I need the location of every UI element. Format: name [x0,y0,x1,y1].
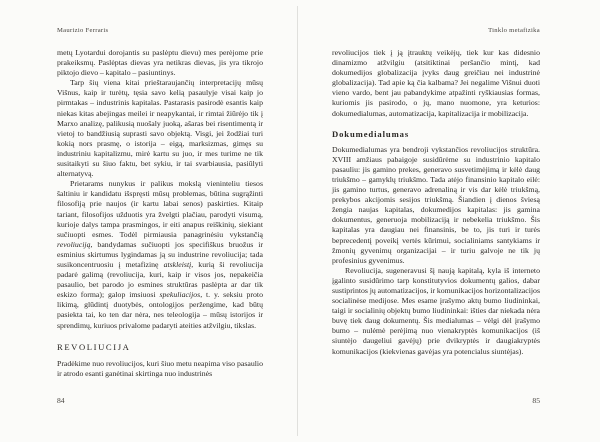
left-page-body [57,48,263,379]
body-paragraph: Dokumedialumas yra bendroji vykstančios revoliucijos struktūra. XVIII amžiaus pabaigoje susidūrėme su industrinio kapitalo pasauliu: jis gamino prekes, generavo susvetimėjimą ir kėlė daug triukšmo – gamyklų triukšmo. Tada atėjo finansinio kapitalo eilė: jis gamino turtus, generavo adrenaliną ir vis dar kėlė triukšmą, prekybos akcijomis sesijos triukšmą. Šiandien į dienos šviesą žengia naujas kapitalas, dokumedijos kapitalas: jis gamina dokumentus, generuoja mobilizaciją ir nebekelia triukšmo. Šis kapitalas yra daugiau nei finansinis, be to, jis turi ir turės beprecedentį poveikį vertės kūrimui, socialiniams santykiams ir žmonių gyvenimų organizacijai – ir turiu galvoje ne tik jų profesinius gyvenimus. [332,144,540,265]
body-paragraph: metų Lyotardui dorojantis su paslėptu dievu) mes perėjome prie prakeiksmų. Paslėptas dievas yra netikras dievas, jis yra tikrojo piktojo dievo – kapitalo – pasiuntinys. [57,48,263,78]
page-number-right: 85 [532,396,540,405]
body-paragraph: Prietarams nunykus ir palikus mokslą vieninteliu tiesos šaltiniu ir kandidatu išspręsti mūsų problemas, būtina sugrąžinti filosofiją prie naujos (ir kartu labai senos) paskirties. Kitaip tariant, filosofijos užduotis yra žvelgti plačiau, parodyti visumą, kurioje dalys tampa prasmingos, ir eiti anapus reiškinių, siekiant sučiuopti esmes. Todėl pirmiausia panagrinėsiu vykstančią revoliuciją, bandydamas sučiuopti jos specifiškus bruožus ir esminius skirtumus lygindamas ją su industrine revoliucija; tada susikoncentruosiu į metafizinę atskleistį, kurią ši revoliucija padarė galimą (revoliucija, kuri, kaip ir visos jos, nepakeičia pasaulio, bet parodo jo esmines struktūras paslėpta ar dar tik eskizo forma); galop imsiuosi spekuliacijos, t. y. seksiu proto likimą, glūdintį duotybės, ontologijos peržengime, kad būtų pasiekta tai, ko ten dar nėra, nes teleologija – mūsų istorijos ir sprendimų, kuriuos privalome padaryti ateities atžvilgiu, tikslas. [57,179,263,330]
running-header-chapter: Tinklo metafizika [488,27,540,34]
body-paragraph: Pradėkime nuo revoliucijos, kuri šiuo metu neapima viso pasaulio ir atrodo esanti ganėtinai skirtinga nuo industrinės [57,358,263,378]
right-page-body [332,48,540,357]
body-paragraph: Tarp šių viena kitai prieštaraujančių interpretacijų mūsų Višnus, kaip ir turėtų, tęsia savo kelią pasaulyje visai kaip jo pirmtakas – industrinis kapitalas. Pastarasis pasirodė esantis kaip niekas kitas abejingas meilei ir neapykantai, ir rimtai žiūrėjo tik į Marxo analizę, palikusią nuošaly juoką, ašaras bei risentimentą ir vietoj to bandžiusią suprasti savo objektą. Visgi, jei žodžiai turi kokią nors prasmę, o istorija – eigą, marksizmas, gimęs su industriniu kapitalizmu, mirė kartu su juo, ir mes turime ne tik susitaikyti su šiuo faktu, bet sykiu, ir tai svarbiausia, pasiūlyti alternatyvą. [57,78,263,179]
page-gutter-line [297,6,298,436]
body-paragraph: Revoliucija, sugeneravusi šį naują kapitalą, kyla iš interneto įgalinto susidūrimo tarp konstitutyvios dokumentų galios, dabar sustiprintos jų automatizacijos, ir komunikacijos horizontalizacijos socialinėse medijose. Mes esame įrašymo aktų bumo liudininkai, taigi ir socialinių objektų bumo liudininkai: išties dar niekada nėra buvę tiek daug dokumentų. Šis medialumas – vėlgi dėl įrašymo bumo – nulėmė perėjimą nuo vienakryptės komunikacijos (iš siuntėjo daugeliui gavėjų) prie dvikryptės ir daugiakryptės komunikacijos (kiekvienas gavėjas yra potencialus siuntėjas). [332,265,540,356]
page-number-left: 84 [57,396,65,405]
right-page [300,0,600,442]
running-header-author: Maurizio Ferraris [57,27,109,34]
section-heading: REVOLIUCIJA [57,341,131,352]
body-paragraph: revoliucijos tiek į ją įtrauktų veikėjų, tiek kur kas didesnio dinamizmo atžvilgiu (atsitiktinai peršančio mintį, kad dokumedijos globalizacija įvyks daug greičiau nei industrinė globalizacija). Tad apie ką čia kalbama? Jei negalime Višnui duoti vieno vardo, bent jau pabandykime atpažinti ryškiausias formas, kuriomis jis pasirodo, o jų, mano nuomone, yra keturios: dokumedialumas, automatizacija, kapitalizacija ir mobilizacija. [332,48,540,118]
section-subheading: Dokumedialumas [332,128,410,139]
